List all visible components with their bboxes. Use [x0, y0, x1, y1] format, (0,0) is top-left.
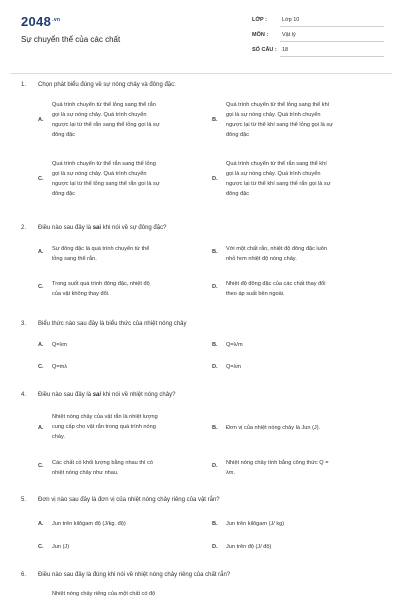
site-logo[interactable]: $2048^{.vn}$	[21, 14, 61, 29]
worksheet-header: $2048^{.vn}$ Sự chuyển thể của các chất LỚP : Lớp 10 MÔN : Vật lý SỐ CÂU : 18	[0, 0, 400, 72]
question-text: Điều nào sau đây là sai khi nói về nhiệt nóng chảy?	[38, 392, 176, 398]
document-title: Sự chuyển thể của các chất	[21, 35, 121, 44]
question-text: Đơn vị nào sau đây là đơn vị của nhiệt nóng chảy riêng của vật rắn?	[38, 497, 220, 503]
header-divider	[10, 73, 392, 74]
question-text: Điều nào sau đây là đúng khi nói về nhiệt nóng chảy riêng của chất rắn?	[38, 572, 231, 578]
question-text: Chọn phát biểu đúng về sự nóng chảy và đông đặc:	[38, 82, 176, 88]
question-text: Điều nào sau đây là sai khi nói về sự đông đặc?	[38, 225, 167, 231]
question-text: Biểu thức nào sau đây là biểu thức của nhiệt nóng chảy	[38, 321, 187, 327]
